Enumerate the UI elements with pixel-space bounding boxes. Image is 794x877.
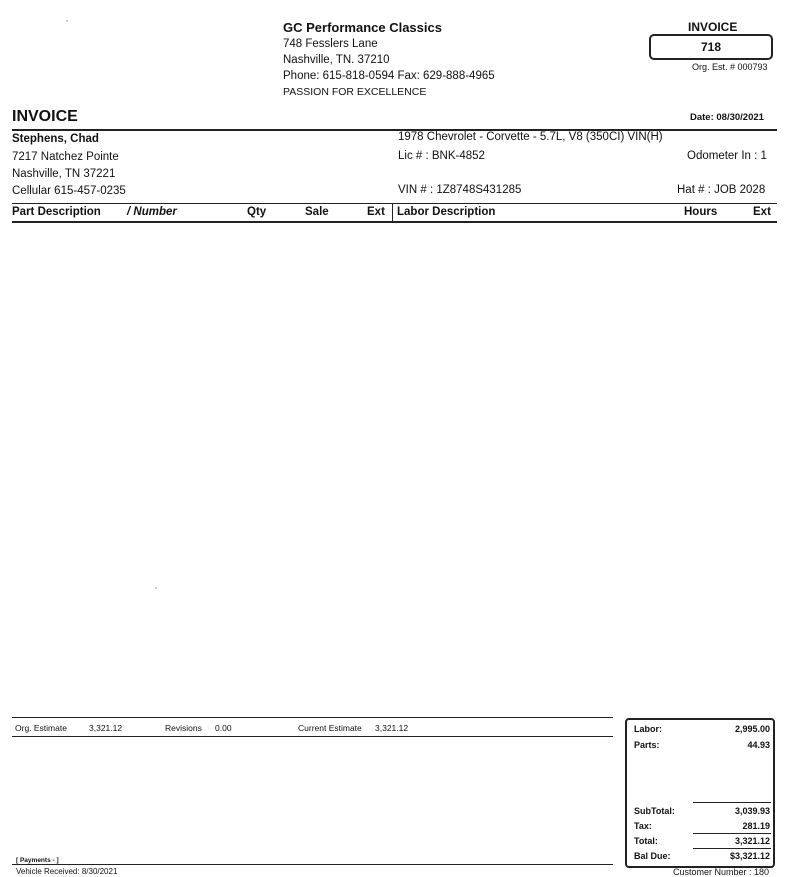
payments-note: [ Payments - ] (16, 857, 59, 864)
company-address-line2: Nashville, TN. 37210 (283, 54, 390, 66)
parts-total-label: Parts: (634, 740, 660, 750)
org-estimate-label: Org. Estimate (15, 723, 67, 733)
company-address-line1: 748 Fesslers Lane (283, 38, 378, 50)
customer-street: 7217 Natchez Pointe (12, 151, 119, 163)
labor-total-label: Labor: (634, 724, 662, 734)
current-estimate-value: 3,321.12 (375, 723, 409, 733)
current-estimate-label: Current Estimate (298, 723, 362, 733)
scan-speck (155, 587, 157, 589)
col-number: / Number (127, 206, 177, 218)
company-slogan: PASSION FOR EXCELLENCE (283, 86, 427, 98)
invoice-number-box: 718 (649, 34, 773, 60)
customer-city: Nashville, TN 37221 (12, 168, 116, 180)
revisions-label: Revisions (165, 723, 202, 733)
subtotal-rule (693, 802, 771, 803)
columns-divider (392, 204, 393, 222)
vehicle-received: Vehicle Received: 8/30/2021 (16, 867, 118, 876)
col-qty: Qty (247, 206, 267, 218)
vehicle-license: Lic # : BNK-4852 (398, 150, 485, 162)
columns-top-rule (12, 203, 777, 204)
total-rule (693, 833, 771, 834)
vehicle-vin: VIN # : 1Z8748S431285 (398, 184, 522, 196)
revisions-value: 0.00 (215, 723, 232, 733)
org-estimate-value: 3,321.12 (89, 723, 123, 733)
customer-phone: Cellular 615-457-0235 (12, 185, 126, 197)
subtotal-label: SubTotal: (634, 806, 675, 816)
columns-bottom-rule (12, 221, 777, 223)
col-ext: Ext (367, 206, 385, 218)
parts-total-value: 44.93 (747, 740, 770, 750)
scan-speck (66, 20, 68, 22)
footer-rule (12, 864, 613, 865)
org-estimate-number: Org. Est. # 000793 (692, 62, 768, 72)
bal-due-label: Bal Due: (634, 851, 671, 861)
bal-due-value: $3,321.12 (729, 851, 770, 861)
subtotal-value: 3,039.93 (734, 806, 770, 816)
customer-number: Customer Number : 180 (673, 867, 770, 877)
invoice-label: INVOICE (688, 20, 738, 34)
estimate-top-rule (12, 717, 613, 718)
vehicle-hat: Hat # : JOB 2028 (677, 184, 766, 196)
tax-value: 281.19 (742, 821, 770, 831)
total-value: 3,321.12 (734, 836, 770, 846)
company-phone-fax: Phone: 615-818-0594 Fax: 629-888-4965 (283, 70, 495, 82)
estimate-bottom-rule (12, 736, 613, 737)
tax-label: Tax: (634, 821, 652, 831)
company-name: GC Performance Classics (283, 20, 442, 35)
vehicle-odometer: Odometer In : 1 (687, 150, 767, 162)
col-labor-ext: Ext (753, 206, 771, 218)
col-hours: Hours (684, 206, 718, 218)
bal-due-rule (693, 848, 771, 849)
col-part-description: Part Description (12, 206, 101, 218)
labor-total-value: 2,995.00 (734, 724, 770, 734)
col-sale: Sale (305, 206, 329, 218)
invoice-date: Date: 08/30/2021 (690, 112, 764, 123)
customer-name: Stephens, Chad (12, 133, 99, 145)
invoice-title: INVOICE (12, 108, 78, 125)
vehicle-description: 1978 Chevrolet - Corvette - 5.7L, V8 (350CI) VIN(H) (398, 131, 663, 143)
total-label: Total: (634, 836, 658, 846)
col-labor-description: Labor Description (397, 206, 496, 218)
